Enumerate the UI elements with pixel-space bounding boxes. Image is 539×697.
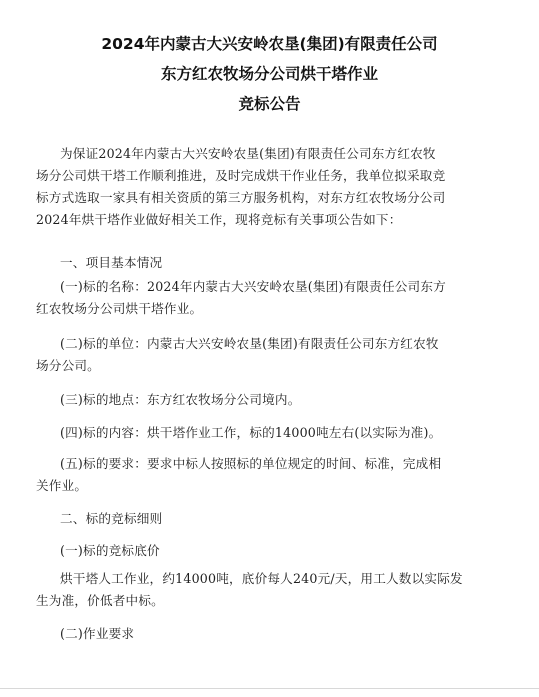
- document-title-line-1: 2024年内蒙古大兴安岭农垦(集团)有限责任公司: [101, 35, 438, 53]
- document-title-line-3: 竞标公告: [238, 95, 301, 113]
- sub-heading-text: (一)标的竞标底价: [60, 543, 160, 558]
- section-2-sub-heading-1: [36, 540, 501, 562]
- page-bottom-divider: [0, 688, 539, 689]
- intro-line: 场分公司烘干塔工作顺利推进，及时完成烘干作业任务，我单位拟采取竞: [36, 168, 446, 183]
- item-line: (五)标的要求：要求中标人按照标的单位规定的时间、标准，完成相: [60, 456, 442, 471]
- intro-line: 为保证2024年内蒙古大兴安岭农垦(集团)有限责任公司东方红农牧: [60, 146, 436, 161]
- intro-line: 标方式选取一家具有相关资质的第三方服务机构，对东方红农牧场分公司: [36, 190, 446, 205]
- item-line: (三)标的地点：东方红农牧场分公司境内。: [60, 392, 301, 407]
- section-heading-text: 一、项目基本情况: [60, 255, 163, 270]
- section-1-item-2: [36, 333, 501, 377]
- section-heading-text: 二、标的竞标细则: [60, 511, 163, 526]
- section-1-item-3: [36, 389, 501, 411]
- document-title-line-2: 东方红农牧场分公司烘干塔作业: [160, 65, 378, 83]
- intro-line: 2024年烘干塔作业做好相关工作，现将竞标有关事项公告如下：: [36, 212, 402, 227]
- item-line: 场分公司。: [36, 358, 100, 373]
- item-line: (二)标的单位：内蒙古大兴安岭农垦(集团)有限责任公司东方红农牧: [60, 336, 439, 351]
- intro-paragraph: [36, 143, 501, 231]
- paragraph-line: 生为准，价低者中标。: [36, 593, 164, 608]
- paragraph-line: 烘干塔人工作业，约14000吨，底价每人240元/天，用工人数以实际发: [60, 571, 463, 586]
- sub-heading-text: (二)作业要求: [60, 626, 135, 641]
- section-1-item-5: [36, 453, 501, 497]
- item-line: 红农牧场分公司烘干塔作业。: [36, 301, 203, 316]
- section-2-sub-heading-2: [36, 623, 501, 645]
- item-line: (四)标的内容：烘干塔作业工作，标的14000吨左右(以实际为准)。: [60, 425, 442, 440]
- section-2-heading: [36, 508, 501, 530]
- item-line: (一)标的名称：2024年内蒙古大兴安岭农垦(集团)有限责任公司东方: [60, 279, 446, 294]
- section-1-item-1: [36, 276, 501, 320]
- section-2-paragraph: [36, 568, 501, 612]
- section-1-item-4: [36, 422, 501, 444]
- section-1-heading: [36, 252, 501, 274]
- item-line: 关作业。: [36, 478, 88, 493]
